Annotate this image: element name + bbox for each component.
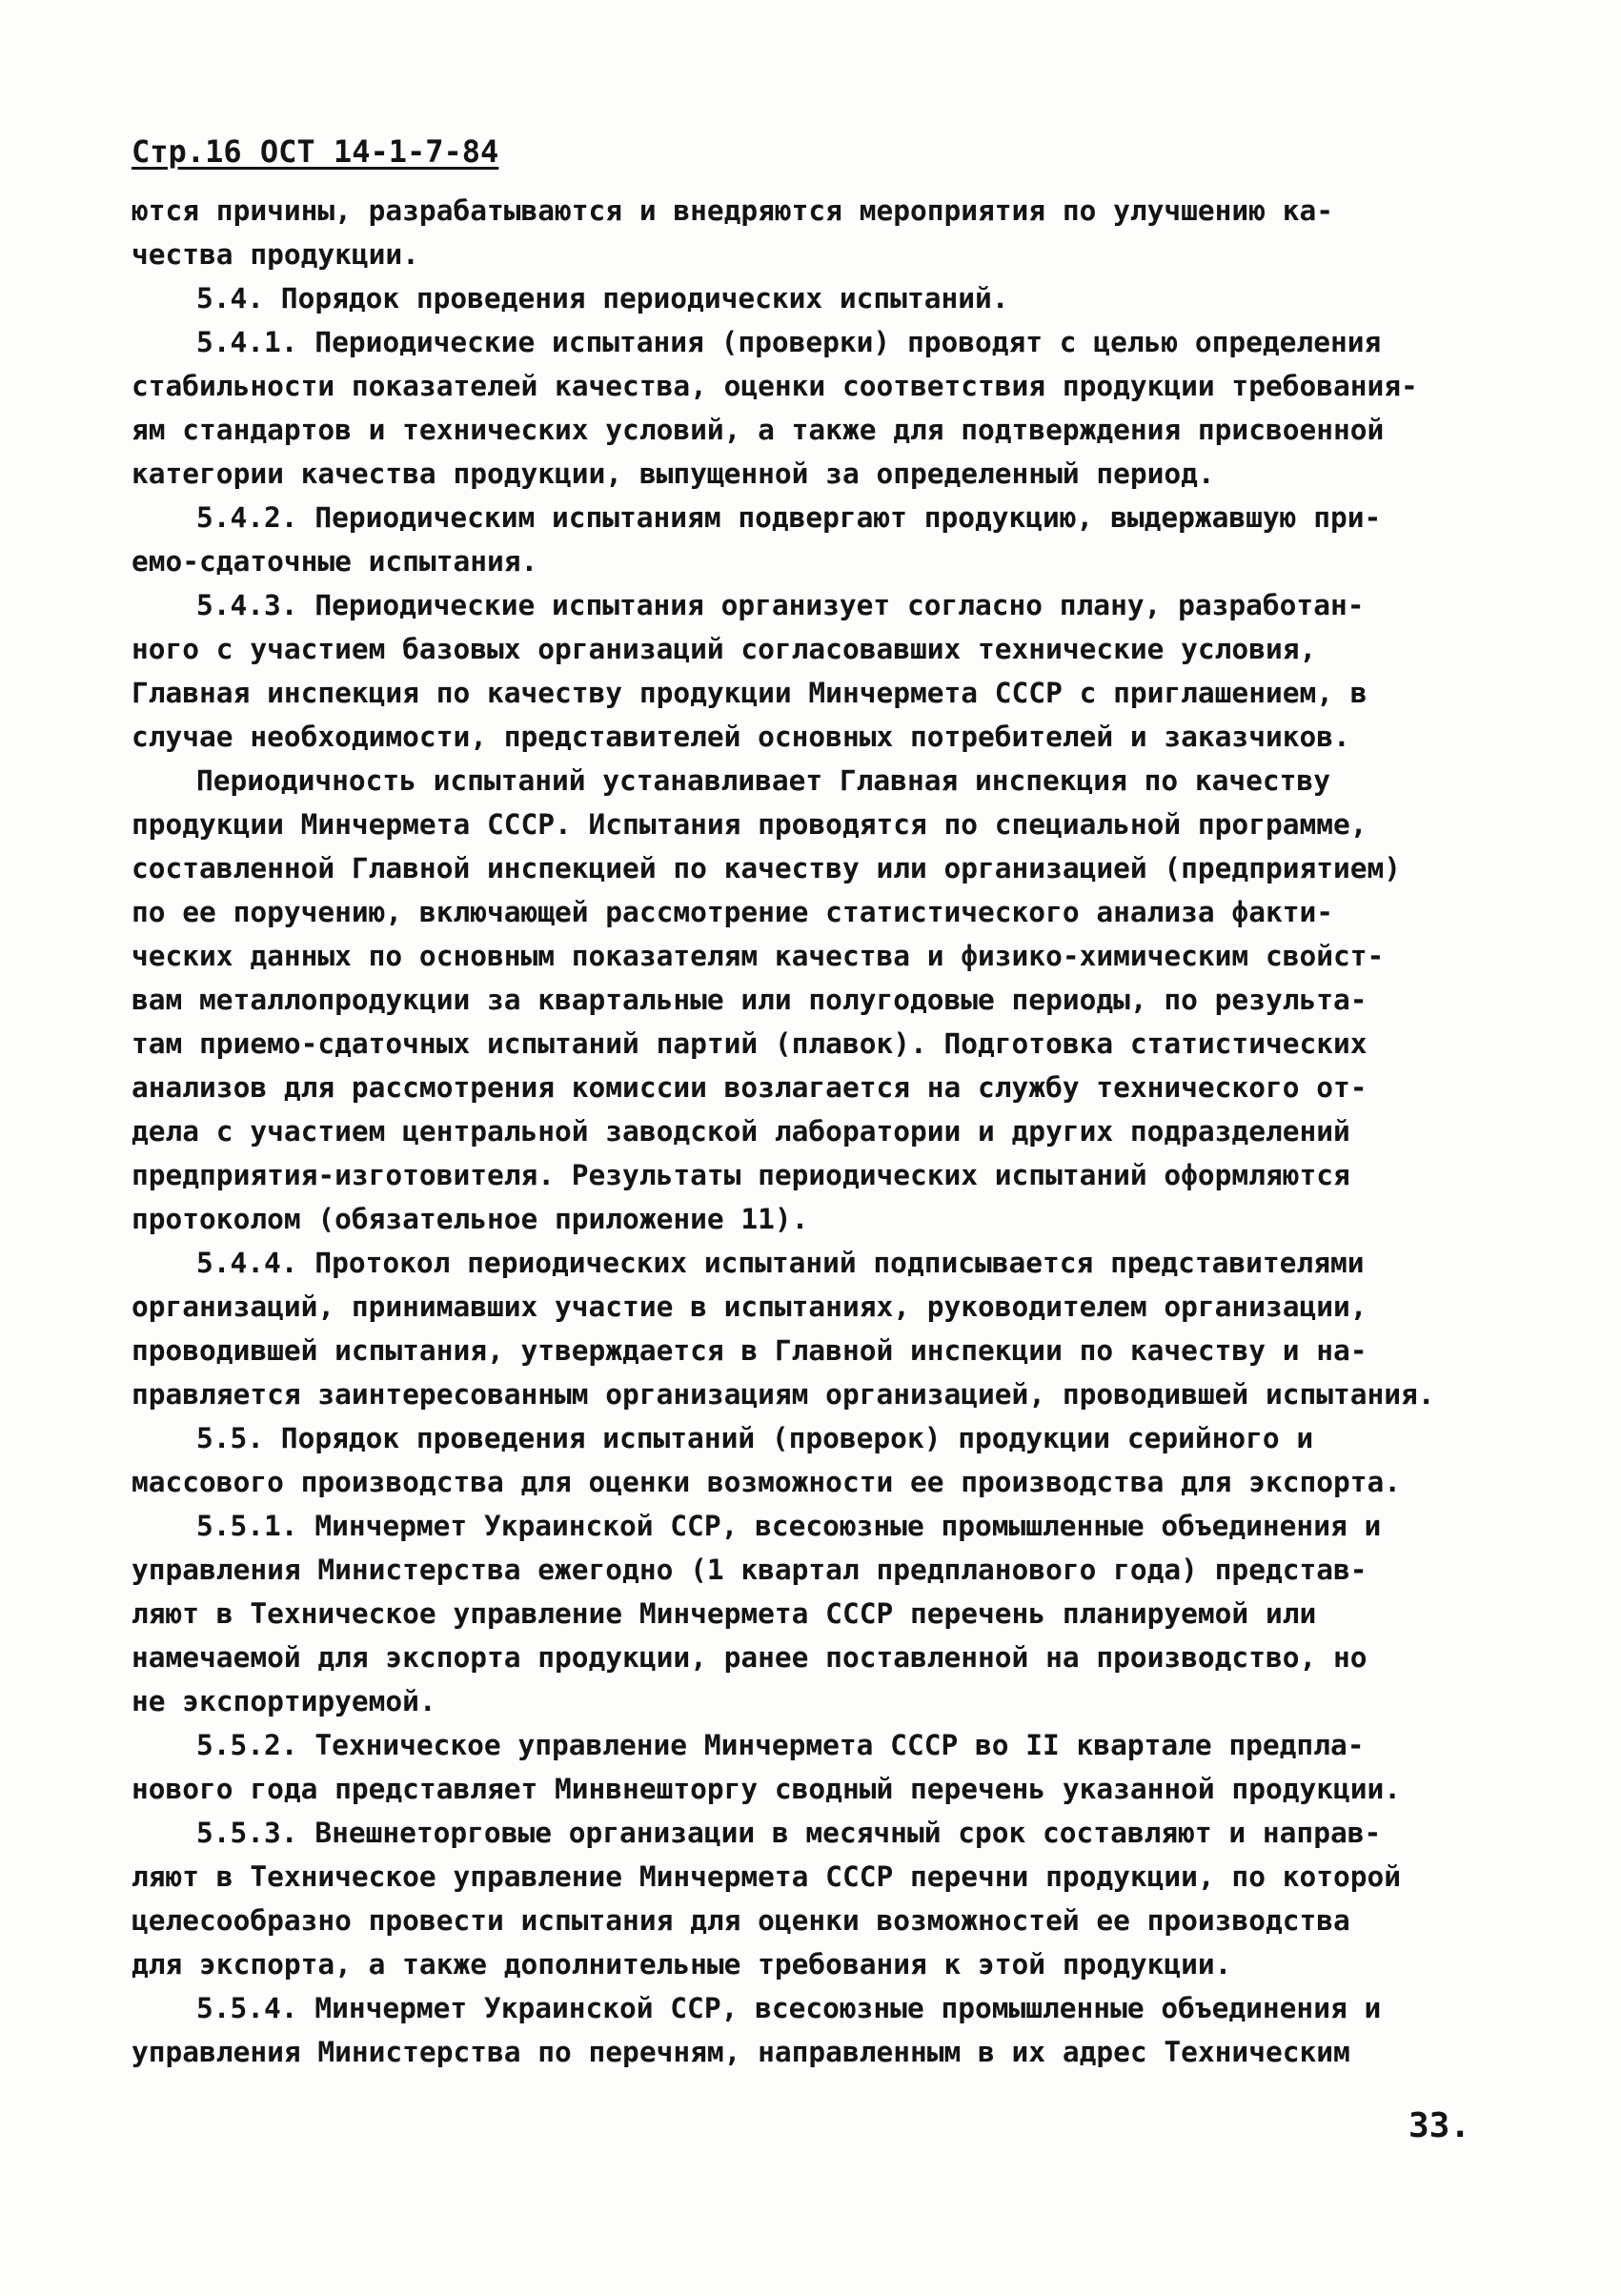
paragraph-start: 5.4.2. Периодическим испытаниям подвергают продукцию, выдержавшую при- (196, 501, 1382, 534)
paragraph-start: Периодичность испытаний устанавливает Главная инспекция по качеству (196, 764, 1330, 797)
text-line: продукции Минчермета СССР. Испытания проводятся по специальной программе, (132, 808, 1368, 841)
paragraph-start: 5.4.4. Протокол периодических испытаний подписывается представителями (196, 1247, 1365, 1279)
text-line: случае необходимости, представителей основных потребителей и заказчиков. (132, 721, 1350, 753)
text-line: управления Министерства по перечням, направленным в их адрес Техническим (132, 2036, 1350, 2068)
text-line: Главная инспекция по качеству продукции Минчермета СССР с приглашением, в (132, 677, 1368, 709)
text-line: нового года представляет Минвнешторгу сводный перечень указанной продукции. (132, 1773, 1402, 1805)
page-number: 33. (1408, 2106, 1471, 2145)
text-line: намечаемой для экспорта продукции, ранее поставленной на производство, но (132, 1641, 1368, 1674)
text-line: категории качества продукции, выпущенной за определенный период. (132, 457, 1215, 490)
paragraph-start: 5.5.4. Минчермет Украинской ССР, всесоюзные промышленные объединения и (196, 1992, 1382, 2024)
text-line: не экспортируемой. (132, 1685, 436, 1717)
text-line: правляется заинтересованным организациям организацией, проводившей испытания. (132, 1378, 1435, 1411)
text-line: протоколом (обязательное приложение 11). (132, 1203, 809, 1235)
text-line: проводившей испытания, утверждается в Главной инспекции по качеству и на- (132, 1334, 1368, 1367)
body-text (132, 189, 1485, 2074)
text-line: составленной Главной инспекцией по качеству или организацией (предприятием) (132, 852, 1402, 884)
text-line: ляют в Техническое управление Минчермета СССР перечень планируемой или (132, 1597, 1317, 1630)
text-line: там приемо-сдаточных испытаний партий (плавок). Подготовка статистических (132, 1027, 1368, 1060)
text-line: организаций, принимавших участие в испытаниях, руководителем организации, (132, 1290, 1368, 1323)
text-line: по ее поручению, включающей рассмотрение статистического анализа факти- (132, 896, 1333, 928)
paragraph-start: 5.5.3. Внешнеторговые организации в месячный срок составляют и направ- (196, 1817, 1382, 1849)
paragraph-start: 5.4.1. Периодические испытания (проверки) проводят с целью определения (196, 326, 1382, 358)
text-line: ляют в Техническое управление Минчермета СССР перечни продукции, по которой (132, 1860, 1402, 1893)
text-line: целесообразно провести испытания для оценки возможностей ее производства (132, 1904, 1350, 1937)
text-line: ям стандартов и технических условий, а также для подтверждения присвоенной (132, 414, 1385, 446)
section-heading: 5.4. Порядок проведения периодических испытаний. (196, 282, 1009, 315)
text-line: вам металлопродукции за квартальные или полугодовые периоды, по результа- (132, 984, 1368, 1016)
text-line: управления Министерства ежегодно (1 квартал предпланового года) представ- (132, 1554, 1368, 1586)
text-line: стабильности показателей качества, оценки соответствия продукции требования- (132, 370, 1418, 402)
text-line: для экспорта, а также дополнительные требования к этой продукции. (132, 1948, 1232, 1981)
page-header: Стр.16 ОСТ 14-1-7-84 (132, 133, 499, 170)
paragraph-start: 5.5.2. Техническое управление Минчермета СССР во II квартале предпла- (196, 1729, 1365, 1761)
text-line: ются причины, разрабатываются и внедряются мероприятия по улучшению ка- (132, 194, 1333, 227)
text-line: ческих данных по основным показателям качества и физико-химическим свойст- (132, 940, 1385, 972)
text-line: емо-сдаточные испытания. (132, 545, 538, 578)
text-line: ного с участием базовых организаций согласовавших технические условия, (132, 633, 1317, 665)
text-line: дела с участием центральной заводской лаборатории и других подразделений (132, 1115, 1350, 1148)
text-line: предприятия-изготовителя. Результаты периодических испытаний оформляются (132, 1159, 1350, 1191)
section-heading: 5.5. Порядок проведения испытаний (проверок) продукции серийного и (196, 1422, 1314, 1454)
paragraph-start: 5.5.1. Минчермет Украинской ССР, всесоюзные промышленные объединения и (196, 1510, 1382, 1542)
text-line: массового производства для оценки возможности ее производства для экспорта. (132, 1466, 1402, 1498)
text-line: чества продукции. (132, 238, 419, 271)
text-line: анализов для рассмотрения комиссии возлагается на службу технического от- (132, 1071, 1368, 1104)
paragraph-start: 5.4.3. Периодические испытания организует согласно плану, разработан- (196, 589, 1365, 621)
